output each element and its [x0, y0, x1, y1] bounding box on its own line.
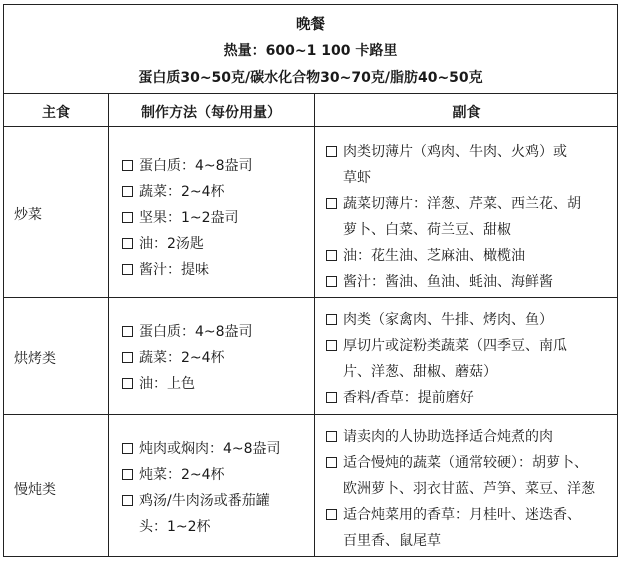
side-item-continuation: 草虾 [343, 170, 371, 186]
checkbox-icon [122, 352, 133, 363]
method-item: 炖肉或焖肉：4~8盎司 [122, 438, 281, 458]
side-item: 蔬菜切薄片：洋葱、芹菜、西兰花、胡 [326, 193, 581, 213]
row-category: 烘烤类 [14, 351, 56, 367]
calorie-range: 热量：600~1 100 卡路里 [223, 43, 398, 59]
checkbox-icon [122, 186, 133, 197]
method-item: 蛋白质：4~8盎司 [122, 155, 253, 175]
checkbox-icon [326, 392, 337, 403]
table-header [4, 5, 617, 94]
checkbox-icon [326, 340, 337, 351]
method-item: 油：2汤匙 [122, 233, 204, 253]
side-item-continuation: 百里香、鼠尾草 [343, 533, 441, 549]
method-item-continuation: 头：1~2杯 [139, 519, 211, 535]
checkbox-icon [122, 326, 133, 337]
checkbox-icon [122, 264, 133, 275]
table-title: 晚餐 [296, 17, 325, 33]
checkbox-icon [122, 160, 133, 171]
method-item: 蛋白质：4~8盎司 [122, 321, 253, 341]
method-item: 蔬菜：2~4杯 [122, 347, 225, 367]
method-item: 酱汁：提味 [122, 259, 209, 279]
side-item: 肉类（家禽肉、牛排、烤肉、鱼） [326, 309, 553, 329]
checkbox-icon [326, 250, 337, 261]
method-item: 油：上色 [122, 373, 195, 393]
checkbox-icon [326, 509, 337, 520]
checkbox-icon [326, 431, 337, 442]
column-header-main: 主食 [42, 105, 70, 121]
checkbox-icon [326, 276, 337, 287]
checkbox-icon [326, 314, 337, 325]
checkbox-icon [122, 443, 133, 454]
checkbox-icon [122, 378, 133, 389]
column-header-side: 副食 [452, 105, 481, 121]
side-item: 肉类切薄片（鸡肉、牛肉、火鸡）或 [326, 141, 567, 161]
side-item: 厚切片或淀粉类蔬菜（四季豆、南瓜 [326, 335, 567, 355]
row-category: 炒菜 [14, 207, 42, 223]
checkbox-icon [326, 198, 337, 209]
side-item: 酱汁：酱油、鱼油、蚝油、海鲜酱 [326, 271, 553, 291]
side-item-continuation: 片、洋葱、甜椒、蘑菇） [343, 364, 497, 380]
method-item: 鸡汤/牛肉汤或番茄罐 [122, 490, 270, 510]
macro-targets: 蛋白质30~50克/碳水化合物30~70克/脂肪40~50克 [138, 70, 483, 86]
checkbox-icon [326, 457, 337, 468]
checkbox-icon [122, 469, 133, 480]
row-category: 慢炖类 [14, 482, 56, 498]
method-item: 蔬菜：2~4杯 [122, 181, 225, 201]
meal-plan-table [3, 4, 618, 557]
side-item-continuation: 萝卜、白菜、荷兰豆、甜椒 [343, 222, 511, 238]
column-divider [108, 94, 109, 556]
side-item: 适合炖菜用的香草：月桂叶、迷迭香、 [326, 504, 581, 524]
column-divider [314, 94, 315, 556]
method-item: 炖菜：2~4杯 [122, 464, 225, 484]
row-divider [4, 126, 617, 127]
side-item: 油：花生油、芝麻油、橄榄油 [326, 245, 525, 265]
side-item: 香料/香草：提前磨好 [326, 387, 474, 407]
column-header-method: 制作方法（每份用量） [141, 105, 281, 121]
checkbox-icon [122, 495, 133, 506]
side-item: 适合慢炖的蔬菜（通常较硬）：胡萝卜、 [326, 452, 588, 472]
checkbox-icon [122, 212, 133, 223]
checkbox-icon [326, 146, 337, 157]
method-item: 坚果：1~2盎司 [122, 207, 239, 227]
checkbox-icon [122, 238, 133, 249]
side-item-continuation: 欧洲萝卜、羽衣甘蓝、芦笋、菜豆、洋葱 [343, 481, 595, 497]
row-divider [4, 414, 617, 415]
side-item: 请卖肉的人协助选择适合炖煮的肉 [326, 426, 553, 446]
row-divider [4, 297, 617, 298]
